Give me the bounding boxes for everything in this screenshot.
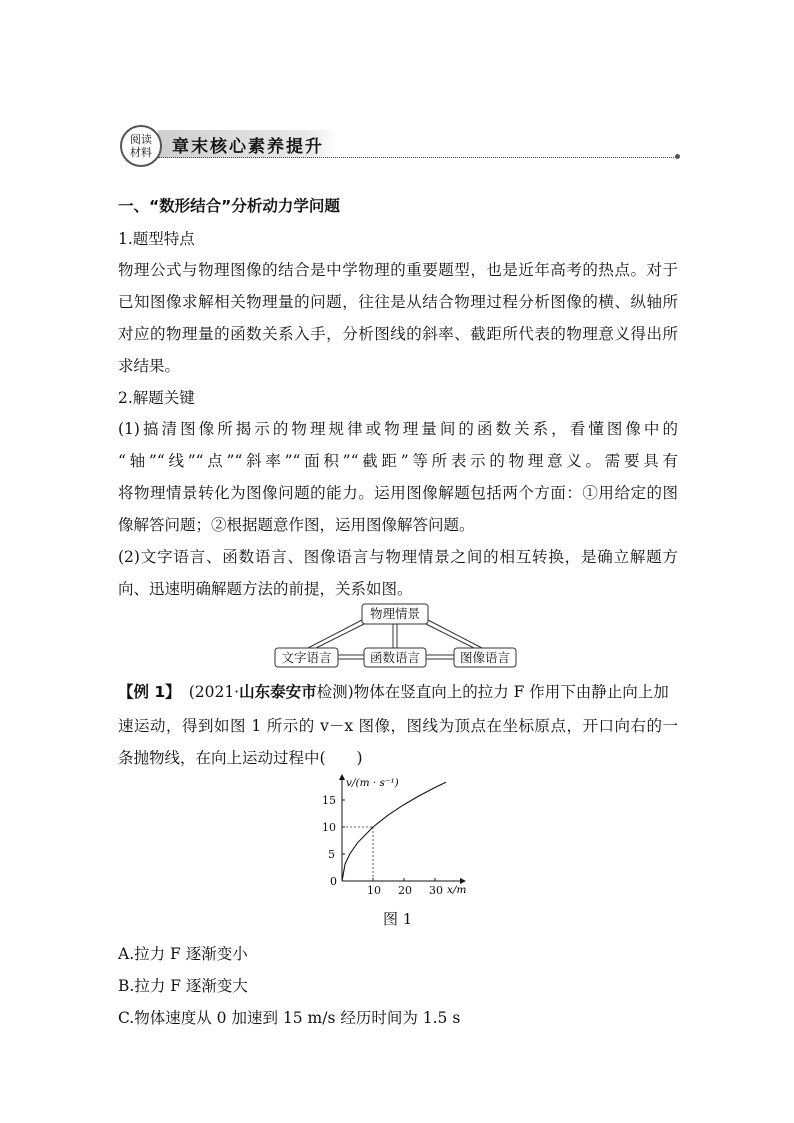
- example-line-2: 速运动，得到如图 1 所示的 v－x 图像，图线为顶点在坐标原点，开口向右的一: [118, 717, 678, 735]
- paragraph-1-line-2: 已知图像求解相关物理量的问题，往往是从结合物理过程分析图像的横、纵轴所: [118, 293, 678, 311]
- paragraph-1-line-3: 对应的物理量的函数关系入手，分析图线的斜率、截距所代表的物理意义得出所: [118, 325, 678, 343]
- figure-caption: 图 1: [383, 910, 413, 928]
- section-heading: 一、“数形结合”分析动力学问题: [118, 197, 340, 215]
- example-source-prefix: (2021·: [188, 683, 240, 701]
- diagram-label-top: 物理情景: [369, 606, 421, 621]
- option-a: A.拉力 F 逐渐变小: [118, 945, 248, 963]
- header-divider-dot: [675, 154, 680, 159]
- header-divider: [158, 157, 678, 158]
- x-tick-label-30: 30: [429, 884, 443, 897]
- chapter-title: 章末核心素养提升: [172, 137, 324, 157]
- example-line-1-rest: 物体在竖直向上的拉力 F 作用下由静止向上加: [353, 683, 669, 701]
- paragraph-2-line-2: “轴”“线”“点”“斜率”“面积”“截距”等所表示的物理意义。需要具有: [118, 452, 678, 470]
- link-top-left: [308, 620, 362, 648]
- y-tick-label-5: 5: [328, 848, 335, 861]
- origin-label: 0: [330, 875, 337, 888]
- option-b: B.拉力 F 逐渐变大: [118, 977, 248, 995]
- subsection-title-2: 2.解题关键: [118, 389, 195, 407]
- velocity-displacement-chart: [320, 772, 480, 897]
- paragraph-2-line-4: 像解答问题；②根据题意作图，运用图像解答问题。: [118, 516, 475, 534]
- y-axis-arrow: [339, 774, 345, 780]
- link-top-right: [428, 620, 482, 648]
- example-line-3: 条抛物线，在向上运动过程中( ): [118, 749, 363, 767]
- diagram-label-left: 文字语言: [281, 650, 332, 665]
- example-label: 【例 1】: [118, 683, 181, 701]
- badge-line-1: 阅读: [130, 133, 152, 146]
- y-tick-label-15: 15: [322, 794, 336, 807]
- badge-line-2: 材料: [130, 146, 152, 159]
- series-line-v-x: [342, 782, 446, 881]
- y-axis-label: v/(m · s⁻¹): [346, 777, 399, 789]
- example-source-suffix: 检测): [316, 683, 354, 701]
- diagram-label-middle: 函数语言: [369, 650, 421, 665]
- paragraph-3-line-2: 向、迅速明确解题方法的前提，关系如图。: [118, 580, 413, 598]
- paragraph-2-line-3: 将物理情景转化为图像问题的能力。运用图像解题包括两个方面：①用给定的图: [118, 484, 678, 502]
- relationship-diagram: [270, 600, 520, 670]
- example-source-bold: 山东泰安市: [239, 683, 317, 701]
- x-tick-label-10: 10: [367, 884, 381, 897]
- x-tick-label-20: 20: [398, 884, 412, 897]
- paragraph-2-line-1: (1)搞清图像所揭示的物理规律或物理量间的函数关系，看懂图像中的: [118, 420, 678, 438]
- option-c: C.物体速度从 0 加速到 15 m/s 经历时间为 1.5 s: [118, 1009, 461, 1027]
- subsection-title-1: 1.题型特点: [118, 230, 195, 248]
- example-line-1: [118, 680, 669, 702]
- paragraph-3-line-1: (2)文字语言、函数语言、图像语言与物理情景之间的相互转换，是确立解题方: [118, 548, 678, 566]
- diagram-label-right: 图像语言: [459, 650, 511, 665]
- paragraph-1-line-4: 求结果。: [118, 357, 181, 375]
- paragraph-1-line-1: 物理公式与物理图像的结合是中学物理的重要题型，也是近年高考的热点。对于: [118, 261, 678, 279]
- y-tick-label-10: 10: [322, 821, 336, 834]
- x-axis-label: x/m: [447, 884, 467, 896]
- reading-material-badge: [120, 125, 162, 167]
